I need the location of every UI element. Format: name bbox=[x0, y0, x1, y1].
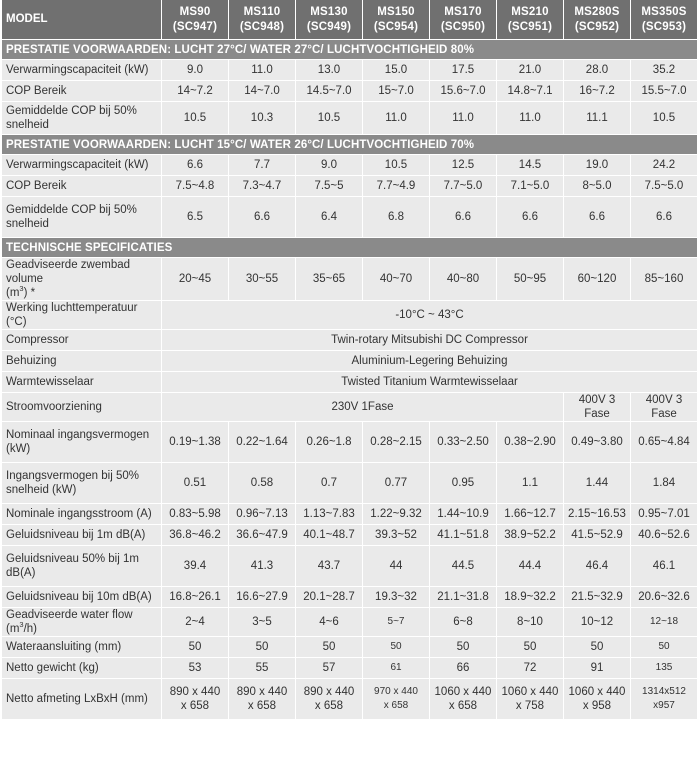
value-cell: 50 bbox=[296, 637, 363, 658]
model-column-header bbox=[363, 0, 430, 40]
dimension-line: x 958 bbox=[582, 700, 612, 712]
value-cell: 60~120 bbox=[564, 258, 631, 301]
value-cell: 50 bbox=[430, 637, 497, 658]
spec-row bbox=[2, 81, 698, 102]
value-cell: 0.22~1.64 bbox=[229, 422, 296, 463]
model-name: MS90 bbox=[179, 5, 211, 18]
value-cell: 11.0 bbox=[497, 102, 564, 135]
value-cell: 66 bbox=[430, 658, 497, 679]
value-cell: 16.6~27.9 bbox=[229, 587, 296, 608]
dimension-line: 1060 x 440 bbox=[568, 686, 626, 698]
row-label-text: Geluidsniveau bij 1m dB(A) bbox=[6, 529, 146, 541]
value-cell: 40~80 bbox=[430, 258, 497, 301]
value-cell: 7.7~5.0 bbox=[430, 176, 497, 197]
spec-row bbox=[2, 422, 698, 463]
model-column-header bbox=[430, 0, 497, 40]
value-cell: 6.8 bbox=[363, 197, 430, 238]
dimension-line: x957 bbox=[653, 700, 675, 711]
value-cell: 0.51 bbox=[162, 463, 229, 504]
value-cell bbox=[229, 679, 296, 720]
dimension-line: 1060 x 440 bbox=[434, 686, 492, 698]
value-cell: 21.1~31.8 bbox=[430, 587, 497, 608]
value-cell: 39.4 bbox=[162, 546, 229, 587]
dimension-line: 890 x 440 bbox=[303, 686, 355, 698]
row-label-text: Netto gewicht (kg) bbox=[6, 662, 99, 674]
spec-row bbox=[2, 301, 698, 330]
row-label bbox=[2, 637, 162, 658]
row-label-text: Wateraansluiting (mm) bbox=[6, 641, 122, 653]
value-cell: 91 bbox=[564, 658, 631, 679]
model-code: (SC949) bbox=[306, 20, 352, 33]
value-cell: 0.77 bbox=[363, 463, 430, 504]
model-code: (SC952) bbox=[574, 20, 620, 33]
value-cell: 41.3 bbox=[229, 546, 296, 587]
value-cell bbox=[363, 679, 430, 720]
value-cell: 0.7 bbox=[296, 463, 363, 504]
value-cell: 1.84 bbox=[631, 463, 698, 504]
row-label-text: snelheid (kW) bbox=[6, 484, 77, 496]
value-cell: 50 bbox=[631, 637, 698, 658]
value-cell: 39.3~52 bbox=[363, 525, 430, 546]
row-label bbox=[2, 504, 162, 525]
value-cell: 43.7 bbox=[296, 546, 363, 587]
value-cell: 8~10 bbox=[497, 608, 564, 637]
value-cell: 0.95 bbox=[430, 463, 497, 504]
row-label-text: /h) bbox=[23, 623, 38, 635]
header-row bbox=[2, 0, 698, 40]
model-column-header bbox=[497, 0, 564, 40]
model-name: MS150 bbox=[377, 5, 415, 18]
value-cell: 6.6 bbox=[564, 197, 631, 238]
row-label bbox=[2, 60, 162, 81]
model-name: MS280S bbox=[574, 5, 620, 18]
value-cell: 46.1 bbox=[631, 546, 698, 587]
value-cell: 2~4 bbox=[162, 608, 229, 637]
value-cell: 6.6 bbox=[430, 197, 497, 238]
row-label: Compressor bbox=[2, 330, 162, 351]
value-cell: 1.66~12.7 bbox=[497, 504, 564, 525]
spec-row bbox=[2, 637, 698, 658]
value-cell: 35~65 bbox=[296, 258, 363, 301]
row-label bbox=[2, 658, 162, 679]
spec-row bbox=[2, 155, 698, 176]
model-column-header bbox=[296, 0, 363, 40]
value-cell: 6~8 bbox=[430, 608, 497, 637]
value-cell: 20.1~28.7 bbox=[296, 587, 363, 608]
value-cell: 7.5~5 bbox=[296, 176, 363, 197]
value-cell: 10.5 bbox=[631, 102, 698, 135]
value-cell: 50 bbox=[162, 637, 229, 658]
value-cell bbox=[564, 679, 631, 720]
value-cell: 72 bbox=[497, 658, 564, 679]
value-cell: 41.1~51.8 bbox=[430, 525, 497, 546]
value-cell: 20~45 bbox=[162, 258, 229, 301]
value-cell: 36.6~47.9 bbox=[229, 525, 296, 546]
value-cell: 9.0 bbox=[296, 155, 363, 176]
row-label-text: COP Bereik bbox=[6, 180, 67, 192]
dimension-line: 890 x 440 bbox=[169, 686, 221, 698]
value-cell: 2.15~16.53 bbox=[564, 504, 631, 525]
value-cell: 18.9~32.2 bbox=[497, 587, 564, 608]
dimension-line: x 658 bbox=[383, 700, 409, 711]
value-cell: 61 bbox=[363, 658, 430, 679]
value-cell: 14.5~7.0 bbox=[296, 81, 363, 102]
value-cell: 40~70 bbox=[363, 258, 430, 301]
value-cell: 0.38~2.90 bbox=[497, 422, 564, 463]
spec-row bbox=[2, 258, 698, 301]
value-cell: 19.3~32 bbox=[363, 587, 430, 608]
row-label bbox=[2, 258, 162, 301]
section-title: TECHNISCHE SPECIFICATIES bbox=[2, 238, 698, 258]
row-label bbox=[2, 422, 162, 463]
value-cell: 5~7 bbox=[363, 608, 430, 637]
value-cell: 10.3 bbox=[229, 102, 296, 135]
value-cell: 50 bbox=[497, 637, 564, 658]
value-cell: 6.6 bbox=[631, 197, 698, 238]
value-cell: 7.7~4.9 bbox=[363, 176, 430, 197]
value-cell: 0.58 bbox=[229, 463, 296, 504]
row-label-text: Ingangsvermogen bij 50% bbox=[6, 470, 139, 482]
value-cell: 46.4 bbox=[564, 546, 631, 587]
value-cell: 8~5.0 bbox=[564, 176, 631, 197]
model-column-header bbox=[564, 0, 631, 40]
row-label-text: Geluidsniveau 50% bij 1m bbox=[6, 553, 139, 565]
value-cell: 21.0 bbox=[497, 60, 564, 81]
value-cell: 10.5 bbox=[296, 102, 363, 135]
dimension-line: 1060 x 440 bbox=[501, 686, 559, 698]
row-label-text: Verwarmingscapaciteit (kW) bbox=[6, 159, 149, 171]
row-label-text: Geadviseerde water flow (m bbox=[6, 609, 133, 635]
value-cell: 0.28~2.15 bbox=[363, 422, 430, 463]
model-code: (SC950) bbox=[440, 20, 486, 33]
value-cell: 14.5 bbox=[497, 155, 564, 176]
value-cell: 85~160 bbox=[631, 258, 698, 301]
value-cell: 0.95~7.01 bbox=[631, 504, 698, 525]
dimension-line: 1314x512 bbox=[642, 686, 686, 697]
spec-row bbox=[2, 608, 698, 637]
value-cell: 14~7.0 bbox=[229, 81, 296, 102]
value-cell: 1.44 bbox=[564, 463, 631, 504]
value-cell: 7.3~4.7 bbox=[229, 176, 296, 197]
value-cell: 9.0 bbox=[162, 60, 229, 81]
value-cell: 38.9~52.2 bbox=[497, 525, 564, 546]
value-cell: 24.2 bbox=[631, 155, 698, 176]
value-cell: 30~55 bbox=[229, 258, 296, 301]
spec-row bbox=[2, 176, 698, 197]
spec-row bbox=[2, 546, 698, 587]
value-cell: 44.5 bbox=[430, 546, 497, 587]
value-cell: 1.13~7.83 bbox=[296, 504, 363, 525]
value-cell: 11.1 bbox=[564, 102, 631, 135]
dimension-line: 890 x 440 bbox=[236, 686, 288, 698]
value-cell: 0.33~2.50 bbox=[430, 422, 497, 463]
row-label-text: Gemiddelde COP bij 50% bbox=[6, 204, 137, 216]
value-cell: 50 bbox=[229, 637, 296, 658]
row-label bbox=[2, 587, 162, 608]
section-header-tech bbox=[2, 238, 698, 258]
value-cell: 0.26~1.8 bbox=[296, 422, 363, 463]
value-cell: 16.8~26.1 bbox=[162, 587, 229, 608]
value-cell: 12.5 bbox=[430, 155, 497, 176]
value-cell: 41.5~52.9 bbox=[564, 525, 631, 546]
row-label bbox=[2, 525, 162, 546]
value-cell: 1.1 bbox=[497, 463, 564, 504]
value-cell: 0.49~3.80 bbox=[564, 422, 631, 463]
row-label: Stroomvoorziening bbox=[2, 393, 162, 422]
section-title: PRESTATIE VOORWAARDEN: LUCHT 15°C/ WATER 26°C/ LUCHTVOCHTIGHEID 70% bbox=[2, 135, 698, 155]
value-cell: 20.6~32.6 bbox=[631, 587, 698, 608]
row-label bbox=[2, 608, 162, 637]
value-cell: 40.6~52.6 bbox=[631, 525, 698, 546]
value-cell: 10~12 bbox=[564, 608, 631, 637]
value-cell: 50~95 bbox=[497, 258, 564, 301]
spec-row bbox=[2, 679, 698, 720]
row-label: Warmtewisselaar bbox=[2, 372, 162, 393]
row-label: Werking luchttemperatuur (°C) bbox=[2, 301, 162, 330]
value-cell: 40.1~48.7 bbox=[296, 525, 363, 546]
value-cell: 6.6 bbox=[162, 155, 229, 176]
value-cell: 14~7.2 bbox=[162, 81, 229, 102]
value-cell: 10.5 bbox=[363, 155, 430, 176]
model-column-header bbox=[162, 0, 229, 40]
section-header-perf1 bbox=[2, 40, 698, 60]
model-name: MS210 bbox=[511, 5, 549, 18]
value-cell bbox=[631, 679, 698, 720]
value-cell: 6.5 bbox=[162, 197, 229, 238]
value-cell: 28.0 bbox=[564, 60, 631, 81]
row-label bbox=[2, 463, 162, 504]
value-cell: 55 bbox=[229, 658, 296, 679]
row-label bbox=[2, 197, 162, 238]
row-label-text: Verwarmingscapaciteit (kW) bbox=[6, 64, 149, 76]
row-label-text: (kW) bbox=[6, 443, 31, 455]
value-cell: 7.5~5.0 bbox=[631, 176, 698, 197]
value-cell: 13.0 bbox=[296, 60, 363, 81]
value-cell: 16~7.2 bbox=[564, 81, 631, 102]
value-cell bbox=[430, 679, 497, 720]
row-label bbox=[2, 102, 162, 135]
model-column-header bbox=[631, 0, 698, 40]
value-cell: 21.5~32.9 bbox=[564, 587, 631, 608]
spec-row bbox=[2, 658, 698, 679]
row-label-text: Gemiddelde COP bij 50% bbox=[6, 105, 137, 117]
model-name: MS110 bbox=[243, 5, 281, 18]
dimension-line: x 658 bbox=[314, 700, 344, 712]
row-label-text: ) * bbox=[23, 287, 36, 299]
value-cell: 50 bbox=[363, 637, 430, 658]
value-cell: 1.22~9.32 bbox=[363, 504, 430, 525]
value-cell: 15.0 bbox=[363, 60, 430, 81]
value-cell: 35.2 bbox=[631, 60, 698, 81]
value-cell: 6.4 bbox=[296, 197, 363, 238]
row-label-text: dB(A) bbox=[6, 567, 36, 579]
row-label-text: Geluidsniveau bij 10m dB(A) bbox=[6, 591, 152, 603]
model-code: (SC954) bbox=[373, 20, 419, 33]
model-code: (SC953) bbox=[641, 20, 687, 33]
row-label-text: snelheid bbox=[6, 218, 49, 230]
spec-row bbox=[2, 330, 698, 351]
spec-row bbox=[2, 60, 698, 81]
value-cell: 0.65~4.84 bbox=[631, 422, 698, 463]
row-label bbox=[2, 155, 162, 176]
row-label bbox=[2, 176, 162, 197]
value-cell: 15.6~7.0 bbox=[430, 81, 497, 102]
value-cell: 11.0 bbox=[229, 60, 296, 81]
value-cell: 0.83~5.98 bbox=[162, 504, 229, 525]
value-cell: 15.5~7.0 bbox=[631, 81, 698, 102]
row-label-text: Nominaal ingangsvermogen bbox=[6, 429, 150, 441]
value-cell: 44 bbox=[363, 546, 430, 587]
value-cell: 7.1~5.0 bbox=[497, 176, 564, 197]
row-label bbox=[2, 81, 162, 102]
value-cell: 4~6 bbox=[296, 608, 363, 637]
value-cell: 15~7.0 bbox=[363, 81, 430, 102]
superscript: 3 bbox=[19, 620, 24, 630]
merged-value-cell: -10°C ~ 43°C bbox=[162, 301, 698, 330]
spec-row bbox=[2, 525, 698, 546]
value-cell: 14.8~7.1 bbox=[497, 81, 564, 102]
row-label-text: Geadviseerde zwembad volume bbox=[6, 259, 131, 285]
model-code: (SC948) bbox=[239, 20, 285, 33]
value-cell: 36.8~46.2 bbox=[162, 525, 229, 546]
value-cell bbox=[162, 679, 229, 720]
value-cell: 11.0 bbox=[430, 102, 497, 135]
value-cell: 0.96~7.13 bbox=[229, 504, 296, 525]
row-label-text: Nominale ingangsstroom (A) bbox=[6, 508, 152, 520]
superscript: 3 bbox=[19, 284, 24, 294]
dimension-line: x 658 bbox=[180, 700, 210, 712]
spec-row bbox=[2, 587, 698, 608]
value-cell: 11.0 bbox=[363, 102, 430, 135]
model-code: (SC951) bbox=[507, 20, 553, 33]
merged-value-cell: Twisted Titanium Warmtewisselaar bbox=[162, 372, 698, 393]
value-cell: 0.19~1.38 bbox=[162, 422, 229, 463]
spec-row bbox=[2, 463, 698, 504]
section-header-perf2 bbox=[2, 135, 698, 155]
value-cell: 53 bbox=[162, 658, 229, 679]
merged-value-cell: 230V 1Fase bbox=[162, 393, 564, 422]
merged-value-cell: Twin-rotary Mitsubishi DC Compressor bbox=[162, 330, 698, 351]
dimension-line: 970 x 440 bbox=[374, 686, 418, 697]
value-cell: 7.7 bbox=[229, 155, 296, 176]
value-cell: 400V 3 Fase bbox=[564, 393, 631, 422]
spec-row bbox=[2, 197, 698, 238]
spec-row bbox=[2, 393, 698, 422]
spec-row bbox=[2, 351, 698, 372]
value-cell: 10.5 bbox=[162, 102, 229, 135]
dimension-line: x 758 bbox=[515, 700, 545, 712]
model-name: MS350S bbox=[641, 5, 687, 18]
value-cell: 135 bbox=[631, 658, 698, 679]
model-name: MS130 bbox=[310, 5, 348, 18]
row-label: Behuizing bbox=[2, 351, 162, 372]
value-cell: 1.44~10.9 bbox=[430, 504, 497, 525]
value-cell: 400V 3 Fase bbox=[631, 393, 698, 422]
dimension-line: x 658 bbox=[448, 700, 478, 712]
spec-row bbox=[2, 504, 698, 525]
model-code: (SC947) bbox=[172, 20, 218, 33]
value-cell: 6.6 bbox=[497, 197, 564, 238]
value-cell bbox=[497, 679, 564, 720]
spec-table bbox=[2, 0, 698, 720]
row-label-text: (m bbox=[6, 287, 20, 299]
row-label-text: snelheid bbox=[6, 119, 49, 131]
value-cell: 6.6 bbox=[229, 197, 296, 238]
value-cell bbox=[296, 679, 363, 720]
row-label: Netto afmeting LxBxH (mm) bbox=[2, 679, 162, 720]
model-name: MS170 bbox=[444, 5, 482, 18]
value-cell: 50 bbox=[564, 637, 631, 658]
value-cell: 44.4 bbox=[497, 546, 564, 587]
dimension-line: x 658 bbox=[247, 700, 277, 712]
value-cell: 12~18 bbox=[631, 608, 698, 637]
value-cell: 19.0 bbox=[564, 155, 631, 176]
value-cell: 7.5~4.8 bbox=[162, 176, 229, 197]
section-title: PRESTATIE VOORWAARDEN: LUCHT 27°C/ WATER 27°C/ LUCHTVOCHTIGHEID 80% bbox=[2, 40, 698, 60]
merged-value-cell: Aluminium-Legering Behuizing bbox=[162, 351, 698, 372]
value-cell: 17.5 bbox=[430, 60, 497, 81]
spec-row bbox=[2, 372, 698, 393]
value-cell: 3~5 bbox=[229, 608, 296, 637]
model-column-header bbox=[229, 0, 296, 40]
value-cell: 57 bbox=[296, 658, 363, 679]
spec-row bbox=[2, 102, 698, 135]
model-header: MODEL bbox=[2, 0, 162, 40]
row-label-text: COP Bereik bbox=[6, 85, 67, 97]
row-label bbox=[2, 546, 162, 587]
